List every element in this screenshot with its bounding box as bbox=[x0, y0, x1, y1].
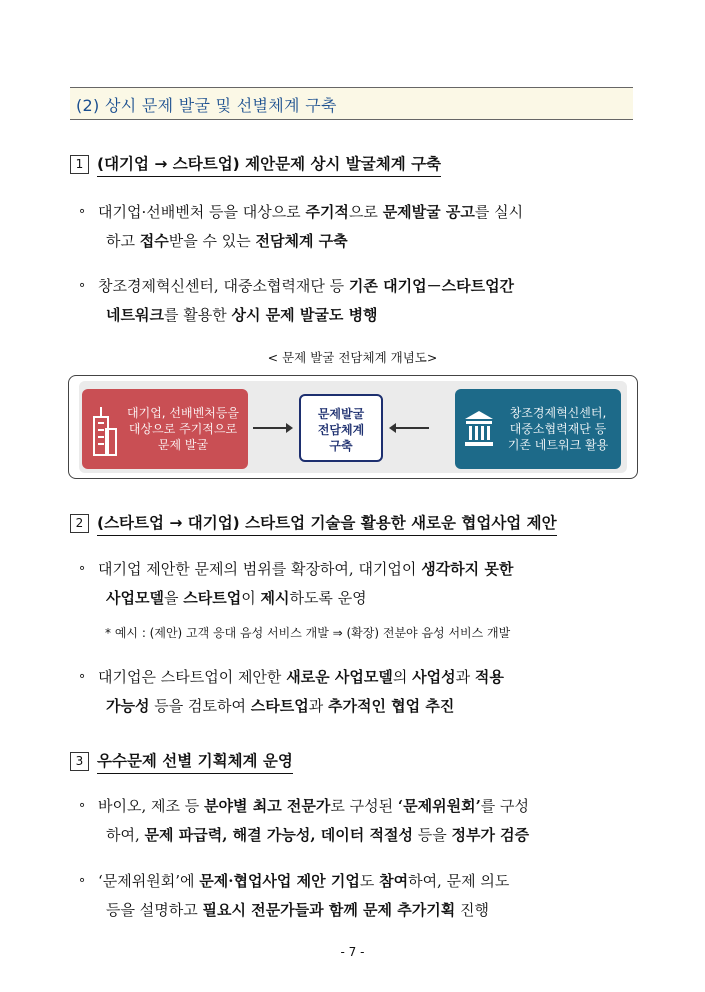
sub1-b1-line2: 하고 접수받을 수 있는 전담체계 구축 bbox=[106, 232, 348, 250]
sub1-b2-line1: 창조경제혁신센터, 대중소협력재단 등 기존 대기업－스타트업간 bbox=[98, 277, 515, 295]
arrow-right bbox=[253, 427, 291, 429]
sub2-b2-line2: 가능성 등을 검토하여 스타트업과 추가적인 협업 추진 bbox=[106, 697, 455, 715]
institution-icon bbox=[463, 409, 495, 449]
diagram-right-box bbox=[455, 389, 621, 469]
sub3-b1-line1: 바이오, 제조 등 분야별 최고 전문가로 구성된 ‘문제위원회’를 구성 bbox=[98, 797, 530, 815]
sub2-bullet-2 bbox=[78, 661, 638, 725]
page-number: - 7 - bbox=[340, 945, 365, 959]
sub1-b1-line1: 대기업·선배벤처 등을 대상으로 주기적으로 문제발굴 공고를 실시 bbox=[98, 203, 524, 221]
sub2-b2-line1: 대기업은 스타트업이 제안한 새로운 사업모델의 사업성과 적용 bbox=[98, 668, 504, 686]
diagram-caption: < 문제 발굴 전담체계 개념도> bbox=[267, 350, 438, 365]
subsection-1-title: (대기업 → 스타트업) 제안문제 상시 발굴체계 구축 bbox=[97, 152, 441, 177]
sub3-bullet-2 bbox=[78, 865, 638, 929]
sub1-b2-line2: 네트워크를 활용한 상시 문제 발굴도 병행 bbox=[106, 306, 378, 324]
subsection-2-heading bbox=[70, 511, 557, 535]
subsection-number-1: 1 bbox=[70, 155, 89, 174]
diagram-left-text: 대기업, 선배벤처등을 대상으로 주기적으로 문제 발굴 bbox=[127, 406, 239, 452]
section-header-bar bbox=[70, 87, 633, 120]
subsection-3-title: 우수문제 선별 기획체계 운영 bbox=[97, 749, 293, 774]
section-title: (2) 상시 문제 발굴 및 선별체계 구축 bbox=[76, 96, 337, 115]
subsection-3-heading bbox=[70, 749, 293, 773]
bullet-mark: ∘ bbox=[78, 798, 87, 813]
bullet-mark: ∘ bbox=[78, 278, 87, 293]
arrow-left bbox=[391, 427, 429, 429]
subsection-number-2: 2 bbox=[70, 514, 89, 533]
building-icon bbox=[90, 403, 120, 457]
bullet-mark: ∘ bbox=[78, 873, 87, 888]
diagram-background bbox=[79, 381, 627, 473]
sub2-b1-line2: 사업모델을 스타트업이 제시하도록 운영 bbox=[106, 589, 367, 607]
sub2-bullet-1 bbox=[78, 553, 638, 617]
subsection-2-title: (스타트업 → 대기업) 스타트업 기술을 활용한 새로운 협업사업 제안 bbox=[97, 511, 557, 536]
example-note: * 예시 : (제안) 고객 응대 음성 서비스 개발 ⇒ (확장) 전분야 음성 서비스 개발 bbox=[105, 626, 511, 640]
sub3-b2-line2: 등을 설명하고 필요시 전문가들과 함께 문제 추가기획 진행 bbox=[106, 901, 489, 919]
diagram-center-box: 문제발굴 전담체계 구축 bbox=[299, 394, 383, 462]
sub3-b1-line2: 하여, 문제 파급력, 해결 가능성, 데이터 적절성 등을 정부가 검증 bbox=[106, 826, 530, 844]
sub3-bullet-1 bbox=[78, 790, 638, 854]
subsection-number-3: 3 bbox=[70, 752, 89, 771]
sub1-bullet-2 bbox=[78, 270, 638, 334]
sub3-b2-line1: ‘문제위원회’에 문제·협업사업 제안 기업도 참여하여, 문제 의도 bbox=[98, 872, 510, 890]
bullet-mark: ∘ bbox=[78, 204, 87, 219]
concept-diagram bbox=[68, 375, 638, 479]
sub2-b1-line1: 대기업 제안한 문제의 범위를 확장하여, 대기업이 생각하지 못한 bbox=[98, 560, 514, 578]
bullet-mark: ∘ bbox=[78, 561, 87, 576]
diagram-right-text: 창조경제혁신센터, 대중소협력재단 등 기존 네트워크 활용 bbox=[507, 406, 609, 452]
diagram-left-box bbox=[82, 389, 248, 469]
bullet-mark: ∘ bbox=[78, 669, 87, 684]
sub1-bullet-1 bbox=[78, 196, 638, 260]
subsection-1-heading bbox=[70, 152, 441, 176]
